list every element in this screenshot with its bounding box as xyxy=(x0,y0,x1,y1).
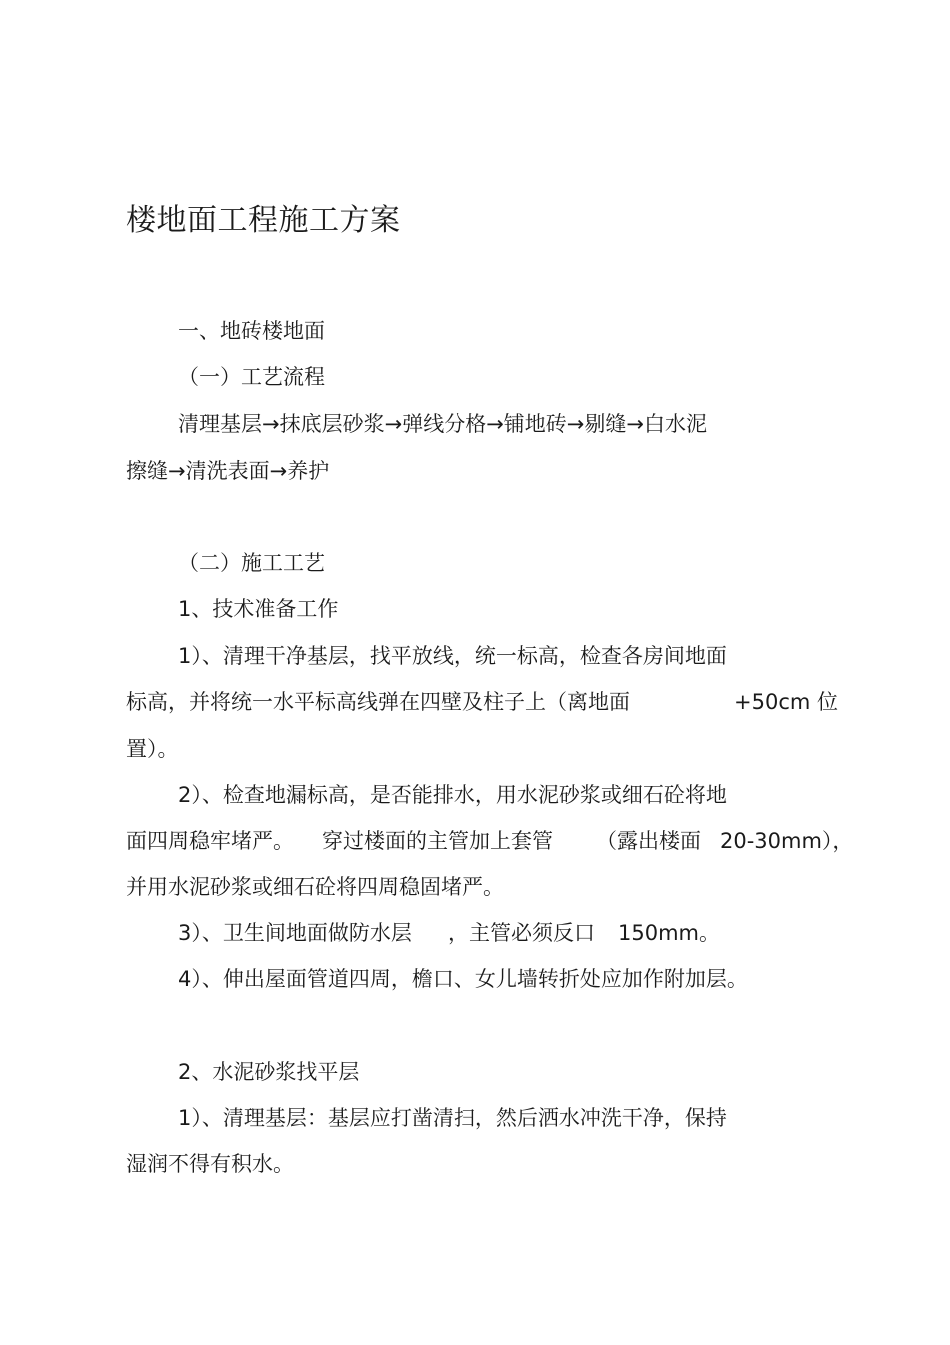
item-heading: 2、水泥砂浆找平层 xyxy=(178,1060,360,1084)
paragraph-line: 置）。 xyxy=(126,737,179,761)
item-heading: 1、技术准备工作 xyxy=(178,597,339,621)
paragraph-line: 擦缝→清洗表面→养护 xyxy=(126,459,330,483)
paragraph-line: 湿润不得有积水。 xyxy=(126,1152,294,1176)
paragraph-fragment: 150mm。 xyxy=(618,921,720,945)
subsection-heading: （二）施工工艺 xyxy=(178,551,325,575)
paragraph-fragment: ，主管必须反口 xyxy=(448,921,595,945)
paragraph-line: 面四周稳牢堵严。 xyxy=(126,829,294,853)
paragraph-line: 并用水泥砂浆或细石砼将四周稳固堵严。 xyxy=(126,875,504,899)
section-heading: 一、地砖楼地面 xyxy=(178,319,325,343)
paragraph-line: 3）、卫生间地面做防水层 xyxy=(178,921,412,945)
paragraph-line: 标高，并将统一水平标高线弹在四壁及柱子上（离地面 xyxy=(126,690,630,714)
paragraph-fragment: （露出楼面 xyxy=(596,829,701,853)
paragraph-line: 清理基层→抹底层砂浆→弹线分格→铺地砖→剔缝→白水泥 xyxy=(178,412,707,436)
paragraph-fragment: 穿过楼面的主管加上套管 xyxy=(322,829,553,853)
subsection-heading: （一）工艺流程 xyxy=(178,365,325,389)
paragraph-fragment: 20-30mm）， xyxy=(720,829,854,853)
paragraph-line: 1）、清理干净基层，找平放线，统一标高，检查各房间地面 xyxy=(178,644,727,668)
document-title: 楼地面工程施工方案 xyxy=(126,203,401,238)
paragraph-fragment: +50cm 位 xyxy=(734,690,838,714)
paragraph-line: 2）、检查地漏标高，是否能排水，用水泥砂浆或细石砼将地 xyxy=(178,783,727,807)
paragraph-line: 4）、伸出屋面管道四周，檐口、女儿墙转折处应加作附加层。 xyxy=(178,967,748,991)
paragraph-line: 1）、清理基层：基层应打凿清扫，然后洒水冲洗干净，保持 xyxy=(178,1106,727,1130)
